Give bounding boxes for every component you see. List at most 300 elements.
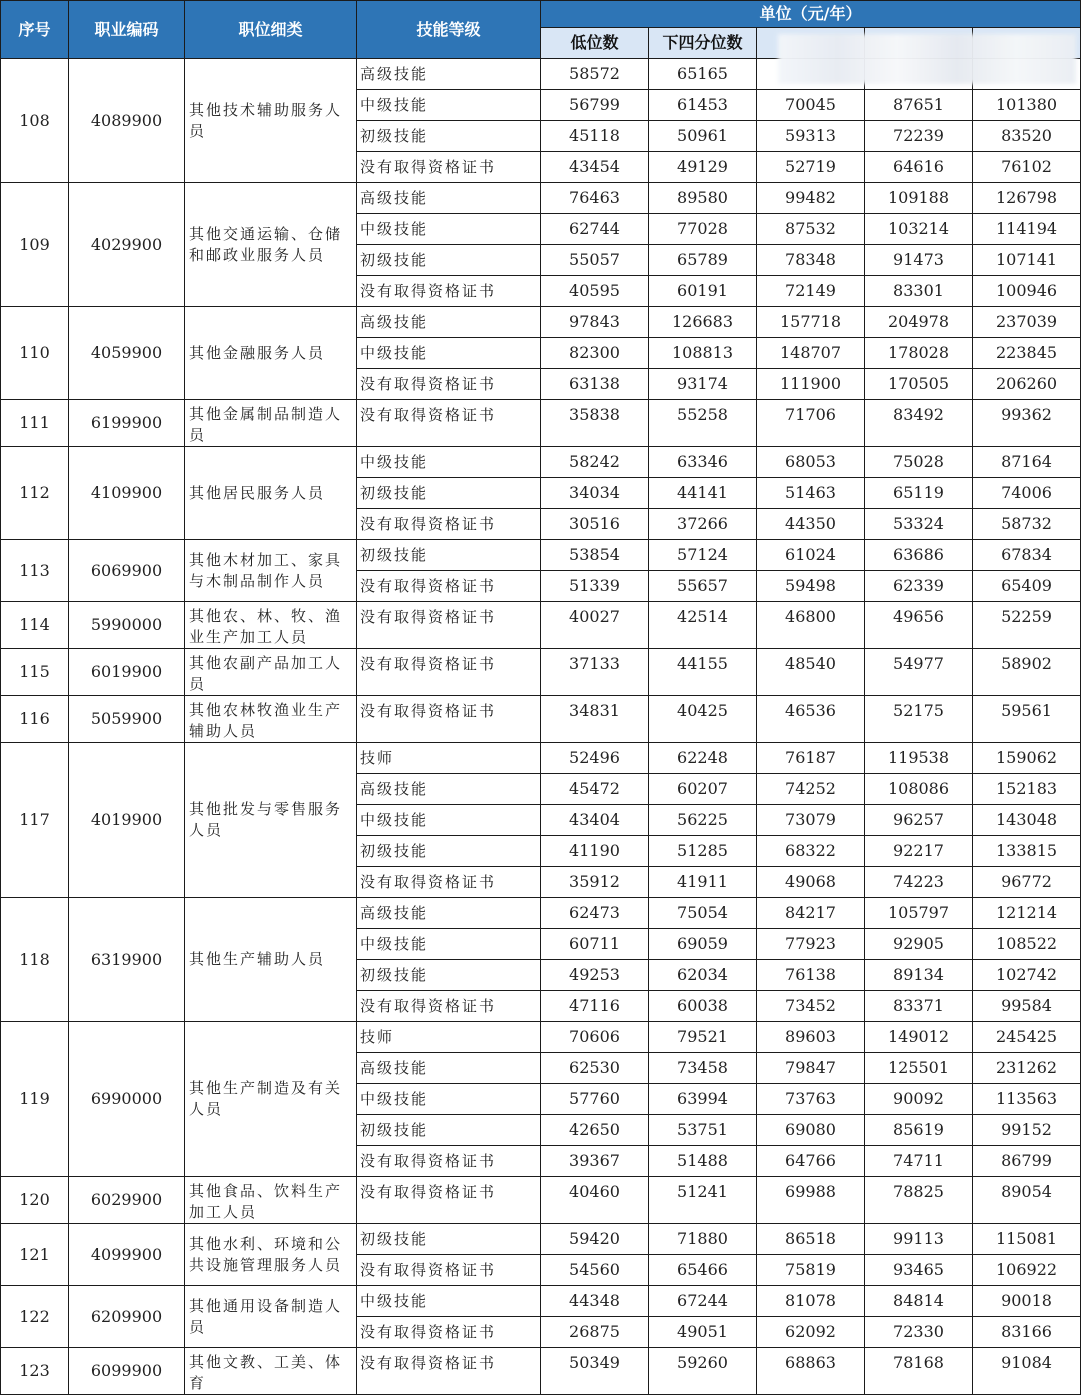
cell-skill-level: 没有取得资格证书 — [357, 867, 541, 898]
cell-value: 50961 — [649, 121, 757, 152]
cell-value: 103214 — [865, 214, 973, 245]
cell-seq: 117 — [1, 743, 69, 898]
cell-value: 52719 — [757, 152, 865, 183]
cell-value: 89580 — [649, 183, 757, 214]
cell-value: 64766 — [757, 1146, 865, 1177]
cell-skill-level: 初级技能 — [357, 1115, 541, 1146]
cell-value: 41911 — [649, 867, 757, 898]
cell-value: 51463 — [757, 478, 865, 509]
cell-value: 133815 — [973, 836, 1081, 867]
cell-value: 170505 — [865, 369, 973, 400]
cell-value: 60711 — [541, 929, 649, 960]
cell-value: 54977 — [865, 649, 973, 696]
cell-value: 42650 — [541, 1115, 649, 1146]
table-body — [1, 59, 1081, 1395]
cell-value: 148707 — [757, 338, 865, 369]
cell-value: 92217 — [865, 836, 973, 867]
cell-code: 5059900 — [69, 696, 185, 743]
cell-seq: 118 — [1, 898, 69, 1022]
cell-seq: 123 — [1, 1348, 69, 1395]
cell-occupation: 其他文教、工美、体育 — [185, 1348, 357, 1395]
cell-occupation: 其他生产辅助人员 — [185, 898, 357, 1022]
cell-skill-level: 没有取得资格证书 — [357, 1146, 541, 1177]
cell-skill-level: 没有取得资格证书 — [357, 152, 541, 183]
cell-value: 93465 — [865, 1255, 973, 1286]
cell-value: 237039 — [973, 307, 1081, 338]
cell-skill-level: 中级技能 — [357, 929, 541, 960]
cell-value: 57124 — [649, 540, 757, 571]
cell-value: 62339 — [865, 571, 973, 602]
cell-skill-level: 没有取得资格证书 — [357, 991, 541, 1022]
cell-skill-level: 中级技能 — [357, 447, 541, 478]
cell-skill-level: 没有取得资格证书 — [357, 1348, 541, 1395]
cell-value: 75028 — [865, 447, 973, 478]
cell-value: 83520 — [973, 121, 1081, 152]
cell-value: 79847 — [757, 1053, 865, 1084]
cell-skill-level: 高级技能 — [357, 59, 541, 90]
cell-value: 121214 — [973, 898, 1081, 929]
cell-value: 65119 — [865, 478, 973, 509]
cell-value: 99362 — [973, 400, 1081, 447]
cell-value: 37133 — [541, 649, 649, 696]
cell-value: 44350 — [757, 509, 865, 540]
cell-value: 43454 — [541, 152, 649, 183]
cell-value: 105797 — [865, 898, 973, 929]
cell-skill-level: 高级技能 — [357, 183, 541, 214]
cell-skill-level: 没有取得资格证书 — [357, 1317, 541, 1348]
cell-seq: 112 — [1, 447, 69, 540]
cell-code: 6199900 — [69, 400, 185, 447]
cell-value: 231262 — [973, 1053, 1081, 1084]
cell-skill-level: 中级技能 — [357, 338, 541, 369]
cell-value: 34831 — [541, 696, 649, 743]
cell-value: 44348 — [541, 1286, 649, 1317]
cell-value: 73079 — [757, 805, 865, 836]
cell-value: 58572 — [541, 59, 649, 90]
cell-value: 108813 — [649, 338, 757, 369]
cell-value: 72330 — [865, 1317, 973, 1348]
cell-skill-level: 技师 — [357, 743, 541, 774]
cell-value: 48540 — [757, 649, 865, 696]
cell-skill-level: 中级技能 — [357, 805, 541, 836]
cell-skill-level: 高级技能 — [357, 898, 541, 929]
cell-value: 91473 — [865, 245, 973, 276]
cell-value: 52259 — [973, 602, 1081, 649]
header-seq: 序号 — [1, 1, 69, 59]
cell-value: 58242 — [541, 447, 649, 478]
cell-value: 109188 — [865, 183, 973, 214]
cell-value: 30516 — [541, 509, 649, 540]
cell-value: 73458 — [649, 1053, 757, 1084]
cell-code: 6990000 — [69, 1022, 185, 1177]
cell-occupation: 其他食品、饮料生产加工人员 — [185, 1177, 357, 1224]
cell-occupation: 其他农副产品加工人员 — [185, 649, 357, 696]
cell-value: 40425 — [649, 696, 757, 743]
cell-value: 84217 — [757, 898, 865, 929]
cell-value: 53854 — [541, 540, 649, 571]
cell-value: 86799 — [973, 1146, 1081, 1177]
cell-value: 63138 — [541, 369, 649, 400]
cell-code: 4109900 — [69, 447, 185, 540]
cell-value: 74252 — [757, 774, 865, 805]
table-row — [1, 183, 1081, 214]
cell-code: 4059900 — [69, 307, 185, 400]
cell-value: 99113 — [865, 1224, 973, 1255]
cell-value: 62034 — [649, 960, 757, 991]
cell-value: 55057 — [541, 245, 649, 276]
cell-occupation: 其他居民服务人员 — [185, 447, 357, 540]
cell-value: 60207 — [649, 774, 757, 805]
table-row — [1, 602, 1081, 649]
cell-value: 87651 — [865, 90, 973, 121]
cell-value: 97843 — [541, 307, 649, 338]
table-row — [1, 1348, 1081, 1395]
cell-code: 6069900 — [69, 540, 185, 602]
cell-value: 114194 — [973, 214, 1081, 245]
table-row — [1, 1224, 1081, 1255]
cell-value: 83301 — [865, 276, 973, 307]
cell-value: 51241 — [649, 1177, 757, 1224]
cell-value: 87164 — [973, 447, 1081, 478]
cell-value: 67244 — [649, 1286, 757, 1317]
cell-value: 90092 — [865, 1084, 973, 1115]
cell-occupation: 其他金属制品制造人员 — [185, 400, 357, 447]
cell-value: 108522 — [973, 929, 1081, 960]
cell-value: 72239 — [865, 121, 973, 152]
cell-value: 58732 — [973, 509, 1081, 540]
cell-value: 99584 — [973, 991, 1081, 1022]
cell-value: 119538 — [865, 743, 973, 774]
cell-value: 65409 — [973, 571, 1081, 602]
cell-value: 65789 — [649, 245, 757, 276]
cell-value: 70045 — [757, 90, 865, 121]
table-row — [1, 649, 1081, 696]
cell-skill-level: 没有取得资格证书 — [357, 369, 541, 400]
blurred-header-region — [778, 34, 1076, 84]
cell-value: 69080 — [757, 1115, 865, 1146]
cell-value: 78348 — [757, 245, 865, 276]
cell-value: 68053 — [757, 447, 865, 478]
cell-skill-level: 没有取得资格证书 — [357, 276, 541, 307]
cell-value: 40027 — [541, 602, 649, 649]
cell-value: 96772 — [973, 867, 1081, 898]
cell-value: 113563 — [973, 1084, 1081, 1115]
cell-value: 78825 — [865, 1177, 973, 1224]
cell-value: 51339 — [541, 571, 649, 602]
cell-value: 44141 — [649, 478, 757, 509]
cell-value: 49253 — [541, 960, 649, 991]
cell-value: 62530 — [541, 1053, 649, 1084]
cell-value: 65466 — [649, 1255, 757, 1286]
cell-skill-level: 高级技能 — [357, 774, 541, 805]
cell-value: 83492 — [865, 400, 973, 447]
table-row — [1, 307, 1081, 338]
cell-code: 6099900 — [69, 1348, 185, 1395]
cell-skill-level: 没有取得资格证书 — [357, 571, 541, 602]
cell-value: 59498 — [757, 571, 865, 602]
cell-value: 64616 — [865, 152, 973, 183]
cell-value: 83371 — [865, 991, 973, 1022]
cell-value: 74223 — [865, 867, 973, 898]
cell-value: 59561 — [973, 696, 1081, 743]
cell-value: 49068 — [757, 867, 865, 898]
cell-value: 62744 — [541, 214, 649, 245]
cell-value: 46536 — [757, 696, 865, 743]
cell-value: 73763 — [757, 1084, 865, 1115]
cell-value: 84814 — [865, 1286, 973, 1317]
cell-value: 92905 — [865, 929, 973, 960]
cell-value: 46800 — [757, 602, 865, 649]
cell-skill-level: 没有取得资格证书 — [357, 602, 541, 649]
cell-value: 55258 — [649, 400, 757, 447]
header-unit: 单位（元/年） — [541, 1, 1081, 28]
cell-value: 45118 — [541, 121, 649, 152]
cell-value: 108086 — [865, 774, 973, 805]
cell-occupation: 其他金融服务人员 — [185, 307, 357, 400]
cell-value: 40460 — [541, 1177, 649, 1224]
header-occupation: 职位细类 — [185, 1, 357, 59]
cell-value: 49051 — [649, 1317, 757, 1348]
cell-seq: 119 — [1, 1022, 69, 1177]
cell-value: 157718 — [757, 307, 865, 338]
header-skill: 技能等级 — [357, 1, 541, 59]
cell-value: 53751 — [649, 1115, 757, 1146]
cell-seq: 120 — [1, 1177, 69, 1224]
table-row — [1, 898, 1081, 929]
table-row — [1, 743, 1081, 774]
cell-skill-level: 没有取得资格证书 — [357, 696, 541, 743]
cell-code: 6319900 — [69, 898, 185, 1022]
cell-value: 51285 — [649, 836, 757, 867]
cell-value: 59260 — [649, 1348, 757, 1395]
table-row — [1, 1286, 1081, 1317]
cell-value: 96257 — [865, 805, 973, 836]
cell-value: 75054 — [649, 898, 757, 929]
cell-seq: 122 — [1, 1286, 69, 1348]
cell-code: 5990000 — [69, 602, 185, 649]
cell-seq: 121 — [1, 1224, 69, 1286]
cell-skill-level: 初级技能 — [357, 960, 541, 991]
cell-skill-level: 没有取得资格证书 — [357, 1177, 541, 1224]
cell-skill-level: 初级技能 — [357, 540, 541, 571]
cell-value: 72149 — [757, 276, 865, 307]
cell-value: 50349 — [541, 1348, 649, 1395]
cell-occupation: 其他生产制造及有关人员 — [185, 1022, 357, 1177]
cell-value: 93174 — [649, 369, 757, 400]
cell-value: 71706 — [757, 400, 865, 447]
cell-occupation: 其他交通运输、仓储和邮政业服务人员 — [185, 183, 357, 307]
cell-value: 90018 — [973, 1286, 1081, 1317]
cell-code: 4089900 — [69, 59, 185, 183]
cell-value: 62248 — [649, 743, 757, 774]
cell-value: 63346 — [649, 447, 757, 478]
cell-skill-level: 初级技能 — [357, 1224, 541, 1255]
cell-value: 67834 — [973, 540, 1081, 571]
cell-skill-level: 中级技能 — [357, 90, 541, 121]
cell-value: 115081 — [973, 1224, 1081, 1255]
table-row — [1, 696, 1081, 743]
cell-value: 126683 — [649, 307, 757, 338]
cell-skill-level: 中级技能 — [357, 1084, 541, 1115]
cell-skill-level: 初级技能 — [357, 836, 541, 867]
cell-skill-level: 没有取得资格证书 — [357, 509, 541, 540]
cell-value: 79521 — [649, 1022, 757, 1053]
cell-value: 52175 — [865, 696, 973, 743]
cell-skill-level: 初级技能 — [357, 121, 541, 152]
cell-value: 54560 — [541, 1255, 649, 1286]
cell-occupation: 其他技术辅助服务人员 — [185, 59, 357, 183]
cell-value: 125501 — [865, 1053, 973, 1084]
cell-value: 61024 — [757, 540, 865, 571]
cell-seq: 108 — [1, 59, 69, 183]
cell-value: 76102 — [973, 152, 1081, 183]
cell-skill-level: 高级技能 — [357, 307, 541, 338]
cell-skill-level: 中级技能 — [357, 1286, 541, 1317]
cell-value: 206260 — [973, 369, 1081, 400]
cell-occupation: 其他通用设备制造人员 — [185, 1286, 357, 1348]
cell-value: 63686 — [865, 540, 973, 571]
table-row — [1, 447, 1081, 478]
cell-value: 73452 — [757, 991, 865, 1022]
cell-value: 83166 — [973, 1317, 1081, 1348]
cell-occupation: 其他批发与零售服务人员 — [185, 743, 357, 898]
table-row — [1, 1177, 1081, 1224]
cell-skill-level: 初级技能 — [357, 245, 541, 276]
cell-value: 89054 — [973, 1177, 1081, 1224]
cell-value: 34034 — [541, 478, 649, 509]
cell-value: 65165 — [649, 59, 757, 90]
cell-occupation: 其他木材加工、家具与木制品制作人员 — [185, 540, 357, 602]
cell-value: 99482 — [757, 183, 865, 214]
cell-value: 77028 — [649, 214, 757, 245]
cell-skill-level: 中级技能 — [357, 214, 541, 245]
cell-value: 111900 — [757, 369, 865, 400]
cell-code: 4099900 — [69, 1224, 185, 1286]
cell-value: 223845 — [973, 338, 1081, 369]
cell-skill-level: 技师 — [357, 1022, 541, 1053]
cell-value: 69988 — [757, 1177, 865, 1224]
cell-skill-level: 没有取得资格证书 — [357, 649, 541, 696]
cell-value: 37266 — [649, 509, 757, 540]
cell-seq: 109 — [1, 183, 69, 307]
cell-seq: 113 — [1, 540, 69, 602]
cell-value: 62092 — [757, 1317, 865, 1348]
cell-value: 126798 — [973, 183, 1081, 214]
cell-value: 59420 — [541, 1224, 649, 1255]
cell-value: 43404 — [541, 805, 649, 836]
cell-seq: 111 — [1, 400, 69, 447]
header-low: 低位数 — [541, 28, 649, 59]
cell-value: 101380 — [973, 90, 1081, 121]
cell-value: 77923 — [757, 929, 865, 960]
cell-value: 70606 — [541, 1022, 649, 1053]
cell-value: 58902 — [973, 649, 1081, 696]
cell-value: 41190 — [541, 836, 649, 867]
cell-value: 89134 — [865, 960, 973, 991]
cell-seq: 110 — [1, 307, 69, 400]
cell-value: 71880 — [649, 1224, 757, 1255]
cell-value: 152183 — [973, 774, 1081, 805]
cell-code: 6019900 — [69, 649, 185, 696]
cell-value: 47116 — [541, 991, 649, 1022]
header-code: 职业编码 — [69, 1, 185, 59]
cell-value: 143048 — [973, 805, 1081, 836]
cell-value: 76187 — [757, 743, 865, 774]
cell-value: 102742 — [973, 960, 1081, 991]
cell-skill-level: 高级技能 — [357, 1053, 541, 1084]
cell-seq: 114 — [1, 602, 69, 649]
cell-value: 159062 — [973, 743, 1081, 774]
cell-value: 87532 — [757, 214, 865, 245]
cell-value: 76138 — [757, 960, 865, 991]
header-q1: 下四分位数 — [649, 28, 757, 59]
cell-value: 56225 — [649, 805, 757, 836]
cell-value: 107141 — [973, 245, 1081, 276]
cell-code: 6209900 — [69, 1286, 185, 1348]
cell-value: 53324 — [865, 509, 973, 540]
cell-value: 100946 — [973, 276, 1081, 307]
cell-value: 40595 — [541, 276, 649, 307]
cell-value: 26875 — [541, 1317, 649, 1348]
cell-code: 6029900 — [69, 1177, 185, 1224]
cell-value: 56799 — [541, 90, 649, 121]
cell-value: 85619 — [865, 1115, 973, 1146]
cell-skill-level: 没有取得资格证书 — [357, 400, 541, 447]
cell-value: 149012 — [865, 1022, 973, 1053]
cell-value: 245425 — [973, 1022, 1081, 1053]
cell-value: 99152 — [973, 1115, 1081, 1146]
table-row — [1, 400, 1081, 447]
cell-value: 51488 — [649, 1146, 757, 1177]
cell-value: 63994 — [649, 1084, 757, 1115]
cell-value: 60191 — [649, 276, 757, 307]
cell-seq: 116 — [1, 696, 69, 743]
cell-value: 178028 — [865, 338, 973, 369]
cell-seq: 115 — [1, 649, 69, 696]
cell-value: 81078 — [757, 1286, 865, 1317]
cell-occupation: 其他农林牧渔业生产辅助人员 — [185, 696, 357, 743]
cell-value: 75819 — [757, 1255, 865, 1286]
table-row — [1, 1022, 1081, 1053]
cell-value: 35838 — [541, 400, 649, 447]
cell-value: 45472 — [541, 774, 649, 805]
cell-value: 57760 — [541, 1084, 649, 1115]
cell-value: 52496 — [541, 743, 649, 774]
cell-value: 60038 — [649, 991, 757, 1022]
cell-value: 78168 — [865, 1348, 973, 1395]
cell-value: 61453 — [649, 90, 757, 121]
cell-value: 62473 — [541, 898, 649, 929]
cell-value: 68863 — [757, 1348, 865, 1395]
cell-value: 89603 — [757, 1022, 865, 1053]
cell-value: 69059 — [649, 929, 757, 960]
cell-value: 74006 — [973, 478, 1081, 509]
cell-value: 44155 — [649, 649, 757, 696]
cell-value: 204978 — [865, 307, 973, 338]
cell-skill-level: 没有取得资格证书 — [357, 1255, 541, 1286]
cell-code: 4019900 — [69, 743, 185, 898]
cell-value: 76463 — [541, 183, 649, 214]
cell-skill-level: 初级技能 — [357, 478, 541, 509]
cell-occupation: 其他农、林、牧、渔业生产加工人员 — [185, 602, 357, 649]
cell-occupation: 其他水利、环境和公共设施管理服务人员 — [185, 1224, 357, 1286]
cell-value: 59313 — [757, 121, 865, 152]
cell-value: 49129 — [649, 152, 757, 183]
cell-value: 86518 — [757, 1224, 865, 1255]
table-row — [1, 540, 1081, 571]
cell-value: 74711 — [865, 1146, 973, 1177]
cell-value: 91084 — [973, 1348, 1081, 1395]
